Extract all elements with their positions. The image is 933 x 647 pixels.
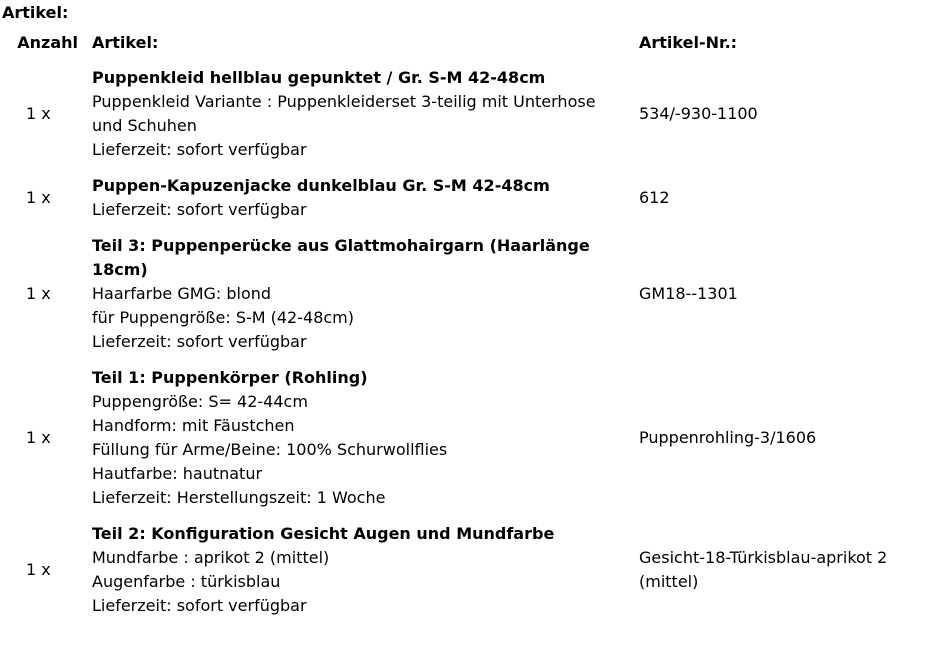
item-quantity: 1 x — [26, 428, 51, 447]
item-title: Teil 2: Konfiguration Gesicht Augen und Mundfarbe — [92, 524, 555, 543]
item-detail: für Puppengröße: S-M (42-48cm) — [92, 308, 354, 327]
item-detail: Mundfarbe : aprikot 2 (mittel) — [92, 548, 330, 567]
item-description — [86, 360, 631, 516]
item-article-nr: 612 — [639, 188, 670, 207]
header-quantity: Anzahl — [17, 33, 78, 52]
item-article-nr: 534/-930-1100 — [639, 104, 758, 123]
table-row — [2, 516, 933, 624]
header-article-nr: Artikel-Nr.: — [639, 33, 738, 52]
item-article-nr: Puppenrohling-3/1606 — [639, 428, 817, 447]
item-quantity: 1 x — [26, 104, 51, 123]
section-title: Artikel: — [2, 3, 69, 22]
table-header-row — [2, 30, 933, 56]
item-detail: Puppenkleid Variante : Puppenkleiderset 3-teilig mit Unterhose und Schuhen — [92, 92, 596, 135]
table-row — [2, 56, 933, 168]
item-detail: Augenfarbe : türkisblau — [92, 572, 281, 591]
item-detail: Lieferzeit: sofort verfügbar — [92, 596, 307, 615]
item-article-nr: Gesicht-18-Türkisblau-aprikot 2 (mittel) — [639, 548, 888, 591]
item-article-nr: GM18--1301 — [639, 284, 738, 303]
item-detail: Lieferzeit: Herstellungszeit: 1 Woche — [92, 488, 386, 507]
item-detail: Handform: mit Fäustchen — [92, 416, 295, 435]
item-detail: Puppengröße: S= 42-44cm — [92, 392, 308, 411]
item-detail: Lieferzeit: sofort verfügbar — [92, 200, 307, 219]
item-description — [86, 56, 631, 168]
item-quantity: 1 x — [26, 284, 51, 303]
item-title: Teil 3: Puppenperücke aus Glattmohairgarn (Haarlänge 18cm) — [92, 236, 590, 279]
articles-table — [2, 30, 933, 624]
item-title: Puppen-Kapuzenjacke dunkelblau Gr. S-M 42-48cm — [92, 176, 550, 195]
table-row — [2, 228, 933, 360]
item-description — [86, 516, 631, 624]
header-article: Artikel: — [92, 33, 159, 52]
item-description — [86, 228, 631, 360]
item-detail: Haarfarbe GMG: blond — [92, 284, 272, 303]
item-title: Puppenkleid hellblau gepunktet / Gr. S-M 42-48cm — [92, 68, 546, 87]
item-detail: Füllung für Arme/Beine: 100% Schurwollflies — [92, 440, 448, 459]
item-detail: Hautfarbe: hautnatur — [92, 464, 263, 483]
item-quantity: 1 x — [26, 560, 51, 579]
item-detail: Lieferzeit: sofort verfügbar — [92, 140, 307, 159]
table-row — [2, 168, 933, 228]
item-description — [86, 168, 631, 228]
table-row — [2, 360, 933, 516]
item-quantity: 1 x — [26, 188, 51, 207]
item-detail: Lieferzeit: sofort verfügbar — [92, 332, 307, 351]
item-title: Teil 1: Puppenkörper (Rohling) — [92, 368, 368, 387]
